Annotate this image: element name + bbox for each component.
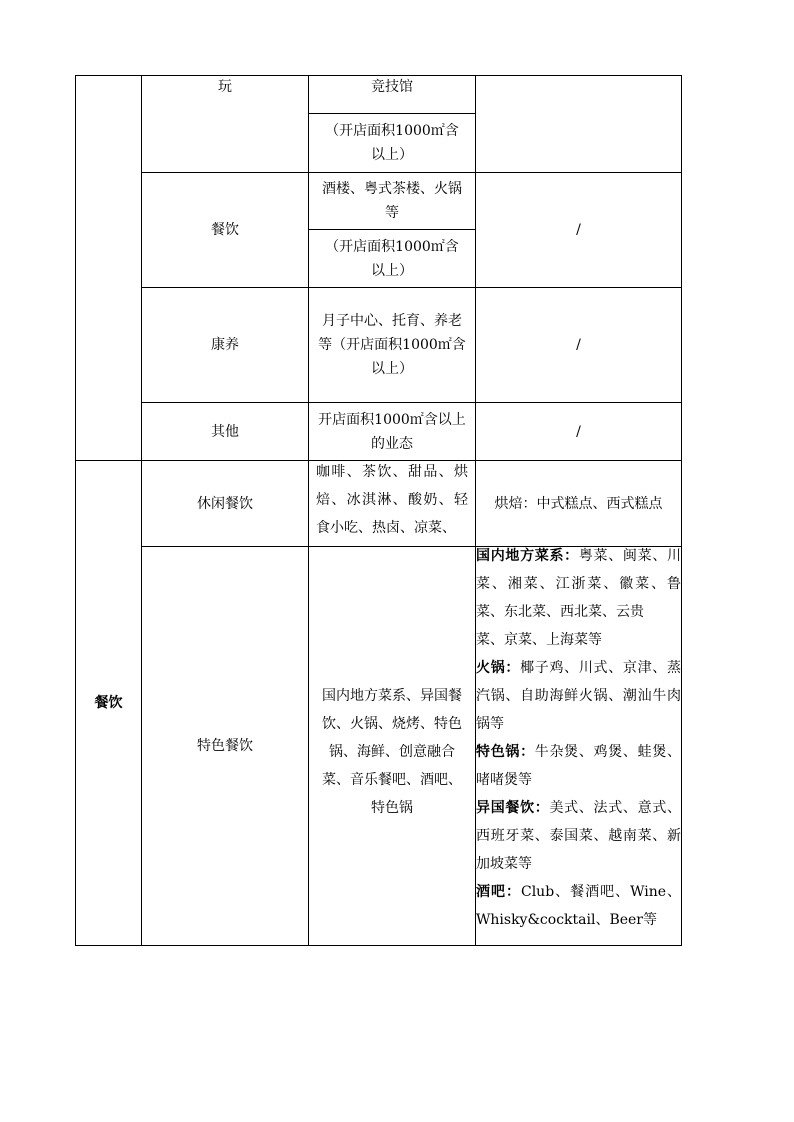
detail-text: /: [576, 423, 581, 440]
subcategory-cell: [142, 547, 308, 945]
type-cell: [309, 75, 475, 113]
detail-cell: [476, 288, 681, 402]
detail-paragraph: [476, 542, 681, 654]
detail-label: 国内地方菜系：: [476, 548, 579, 564]
detail-text: 美式、法式、意式、西班牙菜、泰国菜、越南菜、新加坡菜等: [476, 800, 682, 872]
table-border-right: [681, 75, 682, 946]
category-label: 餐饮: [94, 695, 123, 711]
detail-text: 椰子鸡、川式、京津、蒸汽锅、自助海鲜火锅、潮汕牛肉锅等: [476, 660, 682, 732]
subcategory-label: 康养: [211, 337, 239, 353]
detail-text: 菜、京菜、上海菜等: [476, 632, 602, 648]
type-cell: [316, 458, 468, 546]
type-text: 国内地方菜系、异国餐饮、火锅、烧烤、特色锅、海鲜、创意融合菜、音乐餐吧、酒吧、特色锅: [322, 688, 462, 816]
subcategory-cell: [142, 75, 308, 105]
detail-text: 粤菜、闽菜、川菜、湘菜、江浙菜、徽菜、鲁菜、东北菜、西北菜、云贵: [476, 548, 682, 620]
detail-paragraph: [476, 738, 681, 794]
detail-label: 火锅：: [476, 660, 521, 676]
type-cell: [316, 288, 468, 402]
detail-paragraph: [476, 878, 681, 934]
detail-cell: [476, 173, 681, 287]
type-text: 酒楼、粤式茶楼、火锅等: [322, 181, 462, 221]
subcategory-cell: [142, 288, 308, 402]
detail-text: Club、餐酒吧、Wine、Whisky&cocktail、Beer等: [476, 884, 682, 928]
subcategory-label: 特色餐饮: [197, 738, 253, 754]
subcategory-label: 其他: [211, 423, 239, 440]
detail-paragraph: [476, 654, 681, 738]
subcategory-label: 餐饮: [211, 222, 239, 238]
type-cell: [316, 403, 468, 460]
detail-cell: [476, 542, 681, 934]
type-text: 月子中心、托育、养老等（开店面积1000㎡含以上）: [318, 313, 466, 377]
type-cell: [319, 114, 465, 172]
detail-paragraph: [476, 794, 681, 878]
type-text: 开店面积1000㎡含以上的业态: [318, 411, 466, 452]
detail-cell: [476, 461, 681, 546]
detail-text: /: [576, 337, 581, 353]
column-divider: [308, 75, 309, 946]
type-text: （开店面积1000㎡含以上）: [325, 238, 459, 279]
subcategory-cell: [142, 403, 308, 460]
detail-label: 特色锅：: [476, 744, 535, 760]
detail-text: 烘焙：中式糕点、西式糕点: [494, 495, 663, 512]
subcategory-label: 休闲餐饮: [197, 495, 253, 512]
type-cell: [316, 547, 468, 945]
type-text: 咖啡、茶饮、甜品、烘焙、冰淇淋、酸奶、轻食小吃、热卤、凉菜、: [316, 464, 468, 536]
subcategory-cell: [142, 461, 308, 546]
detail-text: 牛杂煲、鸡煲、蛙煲、啫啫煲等: [476, 744, 682, 788]
detail-label: 酒吧：: [476, 884, 521, 900]
type-cell: [319, 230, 465, 287]
detail-label: 异国餐饮：: [476, 800, 550, 816]
type-text: 竞技馆: [371, 79, 413, 95]
category-cell: [76, 461, 141, 945]
subcategory-cell: [142, 173, 308, 287]
detail-cell: [476, 403, 681, 460]
subcategory-label: 玩: [218, 79, 232, 95]
table-border-bottom: [75, 945, 682, 946]
type-text: （开店面积1000㎡含以上）: [325, 123, 459, 163]
type-cell: [316, 173, 468, 229]
detail-text: /: [576, 222, 581, 238]
